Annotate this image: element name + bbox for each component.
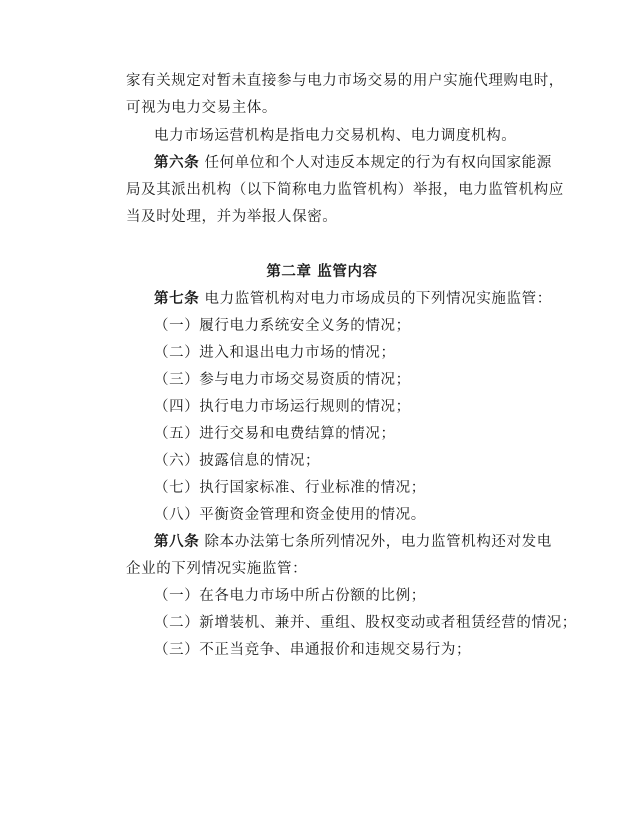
list-item: （七）执行国家标准、行业标准的情况； (154, 480, 426, 496)
article-6-label: 第六条 (154, 155, 200, 171)
list-item: （三）参与电力市场交易资质的情况； (154, 372, 411, 388)
list-item: （五）进行交易和电费结算的情况； (154, 426, 396, 442)
paragraph-line: 电力市场运营机构是指电力交易机构、电力调度机构。 (154, 128, 517, 144)
article-7-first-line (154, 289, 554, 309)
article-8-first-line (154, 532, 554, 552)
list-item: （八）平衡资金管理和资金使用的情况。 (154, 507, 426, 523)
list-item: （四）执行电力市场运行规则的情况； (154, 399, 411, 415)
list-item: （三）不正当竞争、串通报价和违规交易行为； (154, 642, 472, 658)
article-6-first-line (154, 153, 554, 173)
paragraph-line: 当及时处理，并为举报人保密。 (126, 209, 338, 225)
list-item: （二）新增装机、兼并、重组、股权变动或者租赁经营的情况； (154, 615, 577, 631)
article-8-label: 第八条 (154, 534, 200, 550)
paragraph-line: 局及其派出机构（以下简称电力监管机构）举报，电力监管机构应 (126, 182, 564, 198)
list-item: （一）在各电力市场中所占份额的比例； (154, 588, 426, 604)
list-item: （六）披露信息的情况； (154, 453, 321, 469)
paragraph-line: 可视为电力交易主体。 (126, 100, 277, 116)
article-7-label: 第七条 (154, 291, 200, 307)
list-item: （一）履行电力系统安全义务的情况； (154, 318, 411, 334)
list-item: （二）进入和退出电力市场的情况； (154, 345, 396, 361)
paragraph-line: 企业的下列情况实施监管： (126, 561, 308, 577)
chapter-title: 第二章 监管内容 (266, 264, 378, 280)
paragraph-line: 家有关规定对暂未直接参与电力市场交易的用户实施代理购电时， (126, 73, 564, 89)
article-8-text: 除本办法第七条所列情况外，电力监管机构还对发电 (204, 534, 552, 550)
article-7-text: 电力监管机构对电力市场成员的下列情况实施监管： (204, 291, 552, 307)
article-6-text: 任何单位和个人对违反本规定的行为有权向国家能源 (204, 155, 552, 171)
